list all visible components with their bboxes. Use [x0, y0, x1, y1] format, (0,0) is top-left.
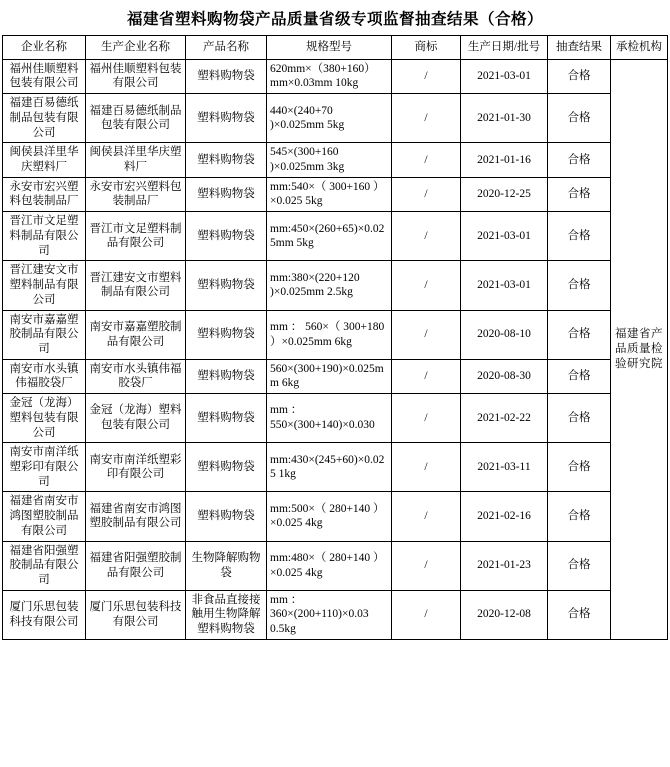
cell-manufacturer: 南安市南洋纸塑彩印有限公司 — [86, 443, 186, 492]
cell-enterprise: 厦门乐思包装科技有限公司 — [3, 590, 86, 639]
table-row — [3, 212, 668, 261]
cell-date: 2021-02-22 — [461, 394, 548, 443]
cell-result: 合格 — [548, 94, 611, 143]
table-row — [3, 59, 668, 93]
column-header-brand: 商标 — [392, 36, 461, 60]
cell-date: 2021-02-16 — [461, 492, 548, 541]
cell-manufacturer: 福建省阳强塑胶制品有限公司 — [86, 541, 186, 590]
cell-enterprise: 福建省南安市鸿图塑胶制品有限公司 — [3, 492, 86, 541]
cell-brand: / — [392, 310, 461, 359]
inspection-results-table — [2, 35, 668, 640]
cell-spec: mm ：550×(300+140)×0.030 — [267, 394, 392, 443]
cell-brand: / — [392, 394, 461, 443]
column-header-product: 产品名称 — [186, 36, 267, 60]
cell-product: 塑料购物袋 — [186, 394, 267, 443]
cell-manufacturer: 福州佳顺塑料包装有限公司 — [86, 59, 186, 93]
cell-spec: mm:500×（ 280+140 ）×0.025 4kg — [267, 492, 392, 541]
cell-date: 2021-03-01 — [461, 59, 548, 93]
cell-date: 2020-12-25 — [461, 177, 548, 211]
cell-manufacturer: 金冠（龙海）塑料包装有限公司 — [86, 394, 186, 443]
column-header-org: 承检机构 — [611, 36, 668, 60]
cell-spec: 440×(240+70 )×0.025mm 5kg — [267, 94, 392, 143]
table-header-row — [3, 36, 668, 60]
cell-product: 塑料购物袋 — [186, 212, 267, 261]
cell-brand: / — [392, 59, 461, 93]
cell-brand: / — [392, 590, 461, 639]
cell-spec: 620mm×（380+160）mm×0.03mm 10kg — [267, 59, 392, 93]
cell-result: 合格 — [548, 359, 611, 393]
cell-brand: / — [392, 541, 461, 590]
cell-product: 塑料购物袋 — [186, 443, 267, 492]
cell-enterprise: 永安市宏兴塑料包装制品厂 — [3, 177, 86, 211]
cell-product: 塑料购物袋 — [186, 143, 267, 177]
cell-spec: 545×(300+160 )×0.025mm 3kg — [267, 143, 392, 177]
cell-brand: / — [392, 359, 461, 393]
cell-spec: mm:540×（ 300+160 ）×0.025 5kg — [267, 177, 392, 211]
cell-date: 2021-01-30 — [461, 94, 548, 143]
column-header-enterprise: 企业名称 — [3, 36, 86, 60]
cell-result: 合格 — [548, 310, 611, 359]
cell-date: 2021-03-11 — [461, 443, 548, 492]
cell-spec: mm ： 360×(200+110)×0.03 0.5kg — [267, 590, 392, 639]
table-row — [3, 492, 668, 541]
cell-enterprise: 福建省阳强塑胶制品有限公司 — [3, 541, 86, 590]
table-row — [3, 310, 668, 359]
cell-date: 2021-01-16 — [461, 143, 548, 177]
table-row — [3, 359, 668, 393]
cell-result: 合格 — [548, 492, 611, 541]
cell-manufacturer: 厦门乐思包装科技有限公司 — [86, 590, 186, 639]
cell-enterprise: 南安市南洋纸塑彩印有限公司 — [3, 443, 86, 492]
table-row — [3, 443, 668, 492]
cell-spec: mm:430×(245+60)×0.025 1kg — [267, 443, 392, 492]
column-header-manufacturer: 生产企业名称 — [86, 36, 186, 60]
cell-date: 2021-03-01 — [461, 261, 548, 310]
cell-product: 塑料购物袋 — [186, 310, 267, 359]
cell-enterprise: 晋江建安文市塑料制品有限公司 — [3, 261, 86, 310]
cell-manufacturer: 福建百易德纸制品包装有限公司 — [86, 94, 186, 143]
cell-result: 合格 — [548, 541, 611, 590]
column-header-spec: 规格型号 — [267, 36, 392, 60]
cell-manufacturer: 南安市嘉嘉塑胶制品有限公司 — [86, 310, 186, 359]
column-header-result: 抽查结果 — [548, 36, 611, 60]
cell-spec: mm ： 560×（ 300+180 ）×0.025mm 6kg — [267, 310, 392, 359]
cell-result: 合格 — [548, 443, 611, 492]
table-row — [3, 541, 668, 590]
cell-manufacturer: 福建省南安市鸿图塑胶制品有限公司 — [86, 492, 186, 541]
cell-manufacturer: 闽侯县洋里华庆塑料厂 — [86, 143, 186, 177]
cell-result: 合格 — [548, 261, 611, 310]
cell-date: 2020-08-30 — [461, 359, 548, 393]
cell-result: 合格 — [548, 177, 611, 211]
cell-enterprise: 金冠（龙海）塑料包装有限公司 — [3, 394, 86, 443]
cell-product: 生物降解购物袋 — [186, 541, 267, 590]
cell-date: 2020-08-10 — [461, 310, 548, 359]
table-row — [3, 177, 668, 211]
cell-spec: mm:380×(220+120 )×0.025mm 2.5kg — [267, 261, 392, 310]
cell-spec: mm:450×(260+65)×0.025mm 5kg — [267, 212, 392, 261]
cell-enterprise: 福建百易德纸制品包装有限公司 — [3, 94, 86, 143]
cell-result: 合格 — [548, 143, 611, 177]
cell-enterprise: 晋江市文足塑料制品有限公司 — [3, 212, 86, 261]
cell-result: 合格 — [548, 212, 611, 261]
column-header-date: 生产日期/批号 — [461, 36, 548, 60]
cell-brand: / — [392, 177, 461, 211]
cell-product: 非食品直接接触用生物降解塑料购物袋 — [186, 590, 267, 639]
cell-product: 塑料购物袋 — [186, 492, 267, 541]
table-row — [3, 94, 668, 143]
cell-result: 合格 — [548, 59, 611, 93]
cell-product: 塑料购物袋 — [186, 59, 267, 93]
cell-date: 2021-01-23 — [461, 541, 548, 590]
table-row — [3, 590, 668, 639]
cell-manufacturer: 南安市水头镇伟福胶袋厂 — [86, 359, 186, 393]
table-row — [3, 143, 668, 177]
table-row — [3, 261, 668, 310]
cell-brand: / — [392, 212, 461, 261]
cell-brand: / — [392, 492, 461, 541]
page-title: 福建省塑料购物袋产品质量省级专项监督抽查结果（合格） — [126, 11, 543, 28]
cell-enterprise: 南安市嘉嘉塑胶制品有限公司 — [3, 310, 86, 359]
cell-manufacturer: 晋江建安文市塑料制品有限公司 — [86, 261, 186, 310]
cell-result: 合格 — [548, 394, 611, 443]
table-row — [3, 394, 668, 443]
cell-product: 塑料购物袋 — [186, 94, 267, 143]
cell-date: 2020-12-08 — [461, 590, 548, 639]
cell-spec: 560×(300+190)×0.025mm 6kg — [267, 359, 392, 393]
cell-date: 2021-03-01 — [461, 212, 548, 261]
cell-product: 塑料购物袋 — [186, 177, 267, 211]
cell-brand: / — [392, 143, 461, 177]
cell-brand: / — [392, 443, 461, 492]
cell-product: 塑料购物袋 — [186, 261, 267, 310]
cell-enterprise: 南安市水头镇伟福胶袋厂 — [3, 359, 86, 393]
cell-enterprise: 福州佳顺塑料包装有限公司 — [3, 59, 86, 93]
cell-enterprise: 闽侯县洋里华庆塑料厂 — [3, 143, 86, 177]
cell-result: 合格 — [548, 590, 611, 639]
cell-brand: / — [392, 94, 461, 143]
cell-manufacturer: 晋江市文足塑料制品有限公司 — [86, 212, 186, 261]
cell-manufacturer: 永安市宏兴塑料包装制品厂 — [86, 177, 186, 211]
table-body — [3, 59, 668, 639]
cell-spec: mm:480×（ 280+140 ）×0.025 4kg — [267, 541, 392, 590]
cell-org: 福建省产品质量检验研究院 — [611, 59, 668, 639]
cell-product: 塑料购物袋 — [186, 359, 267, 393]
cell-brand: / — [392, 261, 461, 310]
